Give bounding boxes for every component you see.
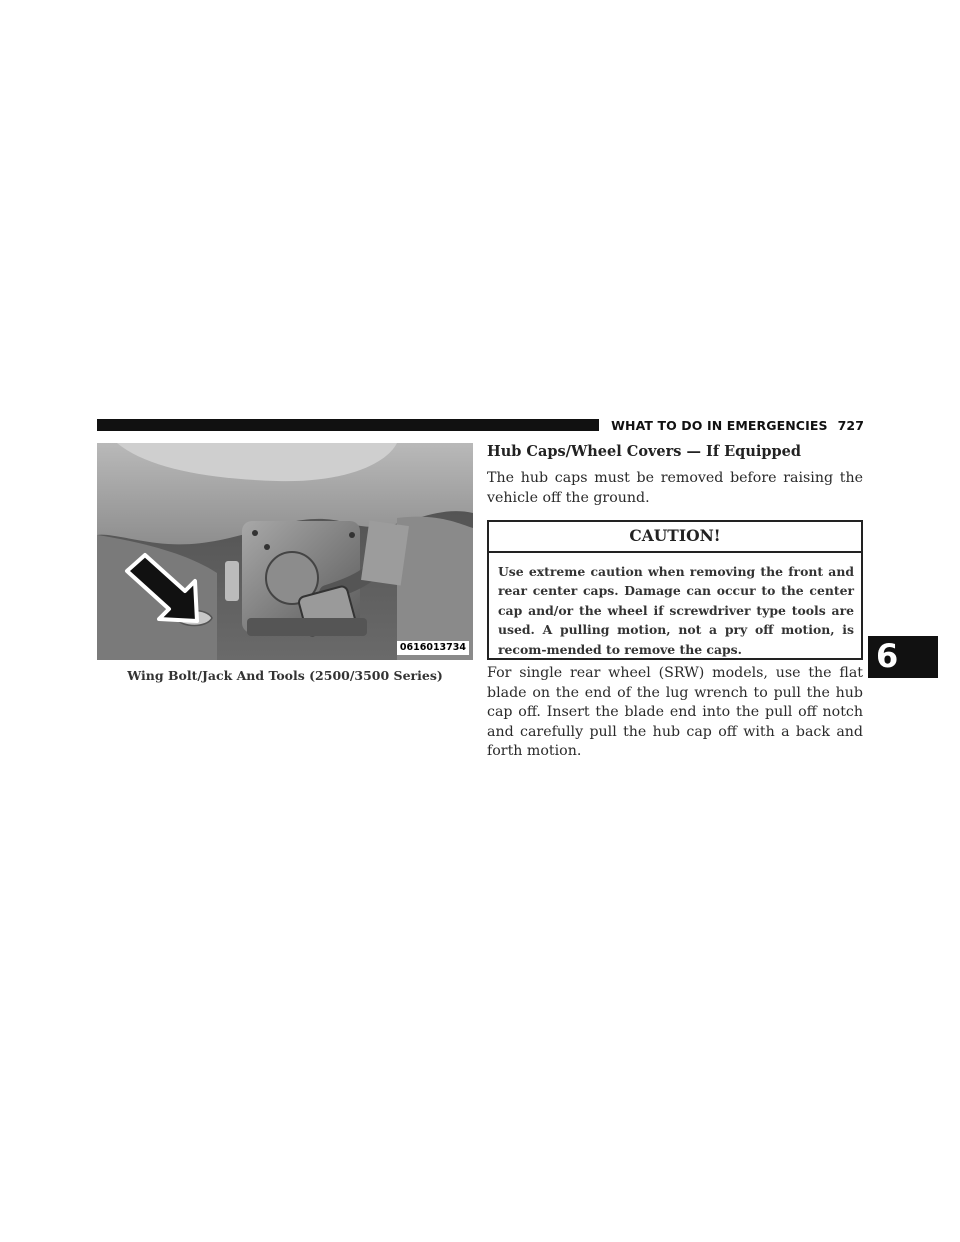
intro-paragraph: The hub caps must be removed before raising the vehicle off the ground. — [487, 470, 863, 506]
srw-paragraph: For single rear wheel (SRW) models, use the flat blade on the end of the lug wrench to pull the hub cap off. Insert the blade end into the pull off notch and carefully pull the hub cap off with a back and forth motion. — [487, 665, 863, 759]
header-section-title: WHAT TO DO IN EMERGENCIES — [611, 418, 828, 433]
figure-photo — [97, 443, 473, 660]
chapter-tab-number: 6 — [876, 637, 899, 675]
caution-title: CAUTION! — [489, 522, 861, 553]
wing-bolt-jack-illustration — [97, 443, 473, 660]
figure-caption: Wing Bolt/Jack And Tools (2500/3500 Series) — [127, 668, 443, 683]
section-heading: Hub Caps/Wheel Covers — If Equipped — [487, 443, 802, 460]
caution-box — [487, 520, 863, 660]
caution-text: Use extreme caution when removing the front and rear center caps. Damage can occur to the center cap and/or the wheel if screwdriver type tools are used. A pulling motion, not a pry off motion, is recom-mended to remove the caps. — [498, 564, 854, 657]
header-rule — [97, 419, 599, 431]
running-header — [608, 418, 864, 433]
page-number: 727 — [837, 418, 864, 433]
figure-image-code: 0616013734 — [397, 641, 469, 655]
